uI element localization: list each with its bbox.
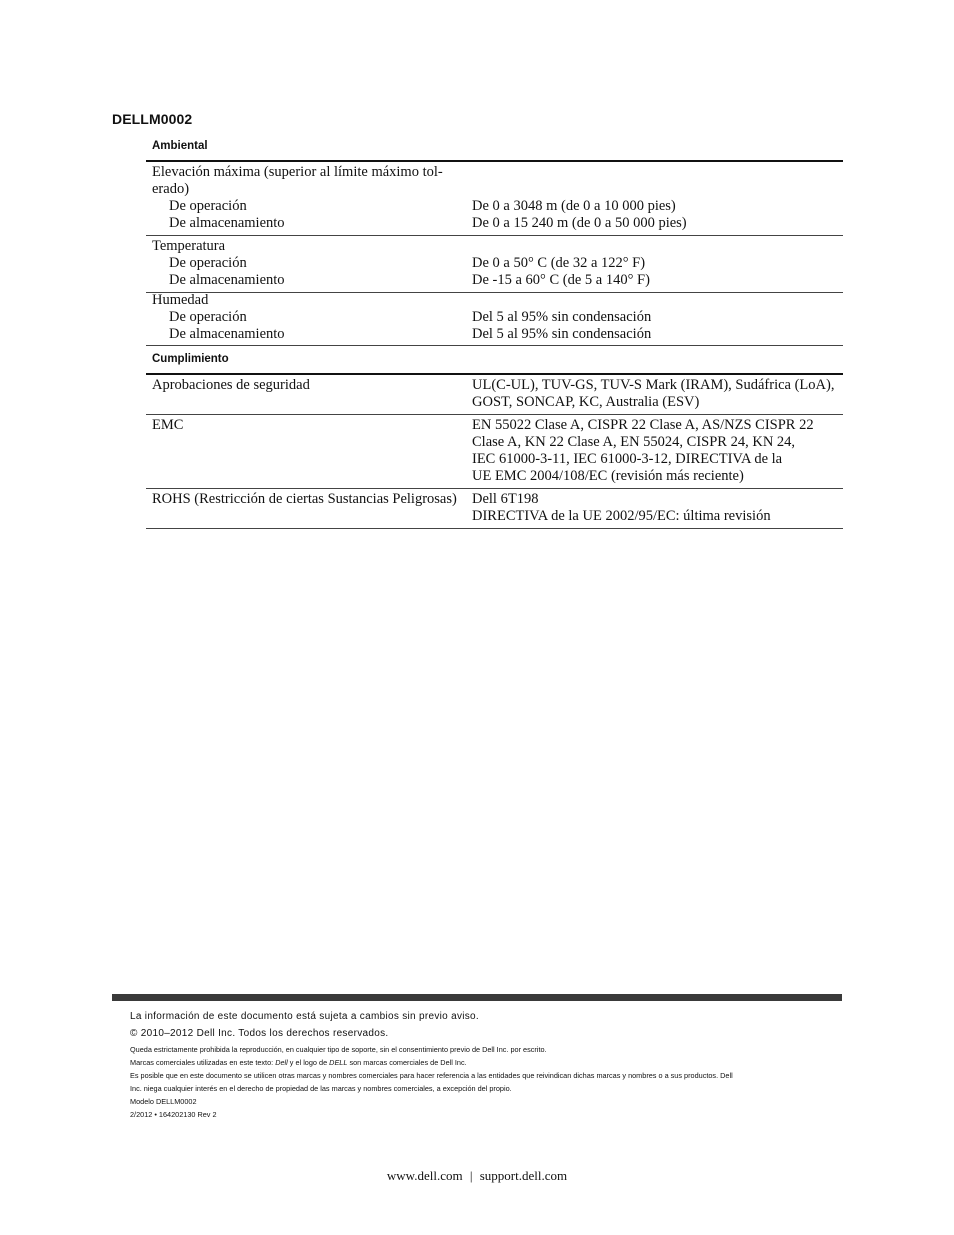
trademarks-middle: y el logo de [287, 1058, 330, 1067]
row-label [152, 491, 457, 508]
value-line: De 0 a 15 240 m (de 0 a 50 000 pies) [472, 215, 687, 231]
footer-revision: 2/2012 • 164202130 Rev 2 [130, 1110, 217, 1119]
value-line: Del 5 al 95% sin condensación [472, 326, 652, 342]
row-divider [146, 345, 843, 346]
footer-trademarks [130, 1058, 467, 1067]
row-value [472, 198, 842, 232]
label-line: Elevación máxima (superior al límite máximo tol- [152, 164, 443, 180]
value-line: Dell 6T198 [472, 491, 539, 507]
label-line: De almacenamiento [169, 326, 285, 342]
link-dell[interactable]: www.dell.com [386, 1168, 463, 1183]
label-line: De operación [169, 198, 247, 214]
row-label [152, 238, 452, 289]
row-divider [146, 414, 843, 415]
value-line: UE EMC 2004/108/EC (revisión más reciente) [472, 468, 744, 484]
section-rule [146, 160, 843, 162]
label-line: De operación [169, 255, 247, 271]
row-label [152, 377, 452, 394]
row-label [152, 417, 452, 434]
section-title-cumplimiento: Cumplimiento [152, 353, 229, 365]
link-support[interactable]: support.dell.com [479, 1168, 568, 1183]
row-value [472, 255, 842, 289]
label-line: De almacenamiento [169, 272, 285, 288]
link-separator: | [469, 1168, 473, 1183]
label-line: Temperatura [152, 238, 226, 254]
trademark-dell-logo: DELL [329, 1058, 348, 1067]
row-divider [146, 235, 843, 236]
footer-copyright: © 2010–2012 Dell Inc. Todos los derechos reservados. [130, 1028, 389, 1039]
label-line: ROHS (Restricción de ciertas Sustancias Peligrosas) [152, 491, 457, 507]
trademarks-suffix: son marcas comerciales de Dell Inc. [347, 1058, 467, 1067]
label-line: erado) [152, 181, 190, 197]
row-value [472, 309, 842, 343]
value-line: EN 55022 Clase A, CISPR 22 Clase A, AS/NZS CISPR 22 [472, 417, 814, 433]
value-line: GOST, SONCAP, KC, Australia (ESV) [472, 394, 700, 410]
footer-reproduction: Queda estrictamente prohibida la reproducción, en cualquier tipo de soporte, sin el consentimiento previo de Dell Inc. por escrito. [130, 1045, 547, 1054]
footer-model: Modelo DELLM0002 [130, 1097, 197, 1106]
row-value [472, 377, 842, 411]
label-line: De almacenamiento [169, 215, 285, 231]
row-label [152, 164, 452, 232]
label-line: EMC [152, 417, 184, 433]
row-divider [146, 488, 843, 489]
label-line: Humedad [152, 292, 209, 308]
row-label [152, 292, 452, 343]
section-rule [146, 373, 843, 375]
label-line: De operación [169, 309, 247, 325]
model-heading: DELLM0002 [112, 111, 193, 127]
label-line: Aprobaciones de seguridad [152, 377, 310, 393]
footer-other-marks-2: Inc. niega cualquier interés en el derecho de propiedad de las marcas y nombres comerciales, a excepción del propio. [130, 1084, 512, 1093]
value-line: Clase A, KN 22 Clase A, EN 55024, CISPR 24, KN 24, [472, 434, 796, 450]
footer-other-marks-1: Es posible que en este documento se utilicen otras marcas y nombres comerciales para hacer referencia a las entidades que reivindican dichas marcas y nombres o a sus productos. Dell [130, 1071, 733, 1080]
value-line: De -15 a 60° C (de 5 a 140° F) [472, 272, 650, 288]
footer-bar [112, 994, 842, 1001]
row-divider [146, 528, 843, 529]
trademarks-prefix: Marcas comerciales utilizadas en este texto: [130, 1058, 276, 1067]
value-line: De 0 a 3048 m (de 0 a 10 000 pies) [472, 198, 676, 214]
value-line: UL(C-UL), TUV-GS, TUV-S Mark (IRAM), Sudáfrica (LoA), [472, 377, 835, 393]
row-value [472, 491, 842, 525]
trademark-dell: Dell [275, 1058, 288, 1067]
section-title-ambiental: Ambiental [152, 140, 208, 152]
value-line: IEC 61000-3-11, IEC 61000-3-12, DIRECTIVA de la [472, 451, 783, 467]
value-line: De 0 a 50° C (de 32 a 122° F) [472, 255, 646, 271]
footer-notice: La información de este documento está sujeta a cambios sin previo aviso. [130, 1011, 480, 1022]
value-line: DIRECTIVA de la UE 2002/95/EC: última revisión [472, 508, 771, 524]
value-line: Del 5 al 95% sin condensación [472, 309, 652, 325]
footer-links [0, 1168, 954, 1184]
row-value [472, 417, 842, 485]
